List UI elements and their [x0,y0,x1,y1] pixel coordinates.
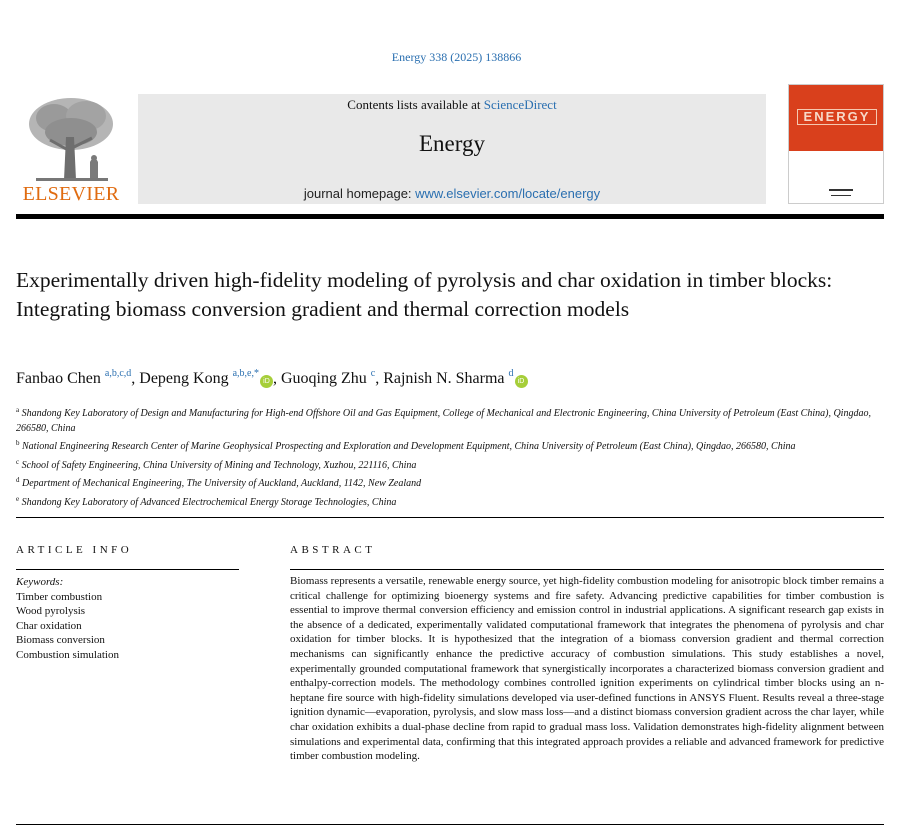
author-name[interactable]: Rajnish N. Sharma [383,370,505,387]
contents-prefix: Contents lists available at [347,97,484,112]
abstract-rule [290,569,884,570]
keyword-item[interactable]: Timber combustion [16,590,103,603]
affiliation-mark: d [16,476,20,484]
affiliation-text: Department of Mechanical Engineering, The University of Auckland, Auckland, 1142, New Zealand [22,478,422,489]
publisher-logo [16,92,126,210]
affiliation-item [16,492,876,511]
author-affiliation-marks[interactable]: d [508,368,514,379]
orcid-icon[interactable]: iD [260,375,273,388]
author-affiliation-marks[interactable]: a,b,c,d [104,368,132,379]
keywords-label: Keywords: [16,576,64,588]
keywords-block [16,575,239,662]
abstract-text: Biomass represents a versatile, renewable energy source, yet high-fidelity combustion modeling for anisotropic block timber remains a critical challenge for optimizing bioenergy systems and fire safety. Advancing predictive capabilities for timber combustion is essential to improve thermal conversion efficiency and emission control in industrial applications. A significant research gap exists in the absence of a dedicated, experimentally validated computational framework that integrates the phenomena of pyrolysis and char oxidation for timber blocks. It is hypothesized that the integration of a biomass conversion gradient and thermal correction mechanisms can significantly enhance the predictive accuracy of combustion simulations. This study establishes a novel, experimentally grounded computational framework that synergistically incorporates a characterized biomass conversion gradient and enthalpy-correction models. The methodology combines controlled ignition experiments on cylindrical timber blocks using an n-heptane fire source with high-fidelity simulations developed via user-defined functions in ANSYS Fluent. Results reveal a three-stage ignition dynamic—evaporation, pyrolysis, and slow mass loss—and a distinct biomass conversion gradient across the char layer, while char oxidation exhibits a dual-phase decline from rapid to gradual mass loss. Validation demonstrates high-fidelity alignment between simulations and experimental data, confirming that this integrated approach provides a reliable and advanced framework for predictive timber combustion modeling. [290,575,884,763]
publisher-wordmark[interactable]: ELSEVIER [22,183,120,205]
sciencedirect-link[interactable]: ScienceDirect [483,97,557,112]
homepage-link[interactable]: www.elsevier.com/locate/energy [415,186,601,201]
author-name[interactable]: Guoqing Zhu [280,370,367,387]
homepage-line [138,186,766,201]
section-divider [16,517,884,518]
affiliation-item [16,455,876,474]
keyword-item[interactable]: Combustion simulation [16,648,119,661]
affiliation-mark: b [16,439,20,447]
journal-header [16,84,884,212]
journal-cover[interactable] [788,84,884,204]
journal-masthead [138,94,766,204]
affiliation-item [16,473,876,492]
journal-name[interactable]: Energy [418,131,485,156]
affiliation-item [16,436,876,455]
homepage-prefix: journal homepage: [303,186,416,201]
article-title: Experimentally driven high-fidelity modeling of pyrolysis and char oxidation in timber blocks: Integrating biomass conversion gradient and thermal correction models [16,268,833,321]
cover-imprint-line [831,195,851,196]
cover-title: ENERGY [797,109,877,125]
tree-logo-icon [16,92,126,192]
affiliation-text: School of Safety Engineering, China University of Mining and Technology, Xuzhou, 221116, China [21,459,417,471]
abstract-heading: ABSTRACT [290,544,376,556]
orcid-icon[interactable]: iD [515,375,528,388]
header-rule [16,214,884,219]
contents-line [138,97,766,113]
article-info-heading: ARTICLE INFO [16,544,133,556]
keyword-item[interactable]: Char oxidation [16,619,82,632]
affiliation-mark: c [16,457,20,466]
affiliation-text: National Engineering Research Center of Marine Geophysical Prospecting and Exploration and Development Equipment, China University of Petroleum (East China), Qingdao, 266580, China [22,441,796,452]
affiliation-text: Shandong Key Laboratory of Design and Manufacturing for High-end Offshore Oil and Gas Equipment, College of Mechanical and Electronic Engineering, China University of Petroleum (East China), Qingdao, 266580, China [16,408,871,434]
affiliation-list [16,403,876,510]
author-affiliation-marks[interactable]: c [370,368,376,379]
keyword-item[interactable]: Wood pyrolysis [16,605,86,617]
journal-reference[interactable]: Energy 338 (2025) 138866 [391,50,522,64]
affiliation-item [16,403,876,436]
affiliation-text: Shandong Key Laboratory of Advanced Electrochemical Energy Storage Technologies, China [21,496,397,508]
keyword-item[interactable]: Biomass conversion [16,634,105,646]
author-name[interactable]: Fanbao Chen [16,370,101,387]
affiliation-mark: e [16,494,20,503]
bottom-divider [16,824,884,825]
cover-imprint-line [829,189,853,191]
author-affiliation-marks[interactable]: a,b,e,* [232,368,259,379]
article-info-rule [16,569,239,570]
author-list: Fanbao Chen $^{a,b,c,d}$, Depeng Kong $^{a,b,e,*}$iD , Guoqing Zhu $^c$, Rajnish N. Sharma $^d$iD [16,368,876,388]
affiliation-mark: a [16,406,20,414]
author-name[interactable]: Depeng Kong [139,370,229,387]
